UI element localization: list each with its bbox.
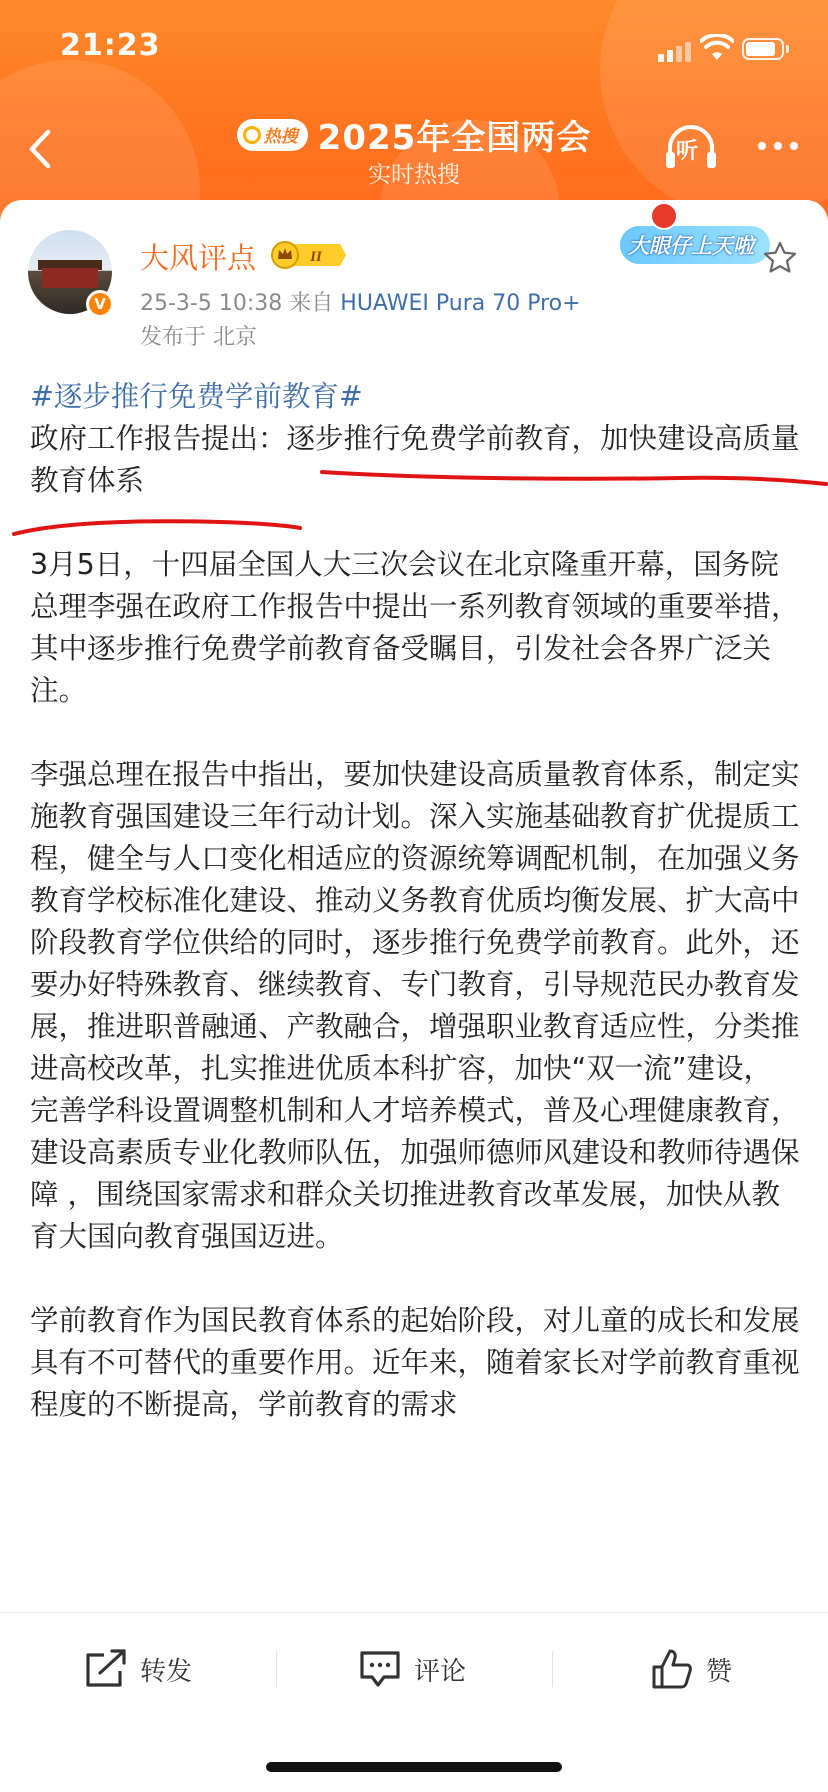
- paragraph-3: 学前教育作为国民教育体系的起始阶段，对儿童的成长和发展具有不可替代的重要作用。近年来，随着家长对学前教育重视程度的不断提高，学前教育的需求: [30, 1304, 800, 1421]
- mascot-banner[interactable]: [620, 200, 770, 272]
- home-indicator: [266, 1762, 562, 1772]
- author-name[interactable]: 大风评点: [140, 241, 257, 275]
- post-location: 发布于 北京: [140, 325, 257, 350]
- cellular-signal-icon: [658, 40, 692, 62]
- page-subtitle: 实时热搜: [368, 162, 460, 188]
- topic-title-row: [237, 110, 592, 159]
- like-button[interactable]: [650, 1613, 732, 1725]
- comment-label: 评论: [414, 1656, 467, 1687]
- post-body: [30, 376, 800, 1426]
- hot-badge-label: 热搜: [263, 127, 298, 147]
- source-prefix: 来自: [289, 291, 334, 316]
- share-out-icon: [84, 1649, 128, 1689]
- status-time: 21:23: [60, 28, 161, 63]
- wifi-icon: [700, 34, 734, 62]
- svg-text:II: II: [310, 249, 322, 265]
- verified-badge: V: [86, 290, 114, 318]
- repost-label: 转发: [140, 1656, 193, 1687]
- favorite-button[interactable]: [762, 240, 798, 276]
- paragraph-2: 李强总理在报告中指出，要加快建设高质量教育体系，制定实施教育强国建设三年行动计划。深入实施基础教育扩优提质工程，健全与人口变化相适应的资源统筹调配机制，在加强义务教育学校标准化建设、推动义务教育优质均衡发展、扩大高中阶段教育学位供给的同时，逐步推行免费学前教育。此外，还要办好特殊教育、继续教育、专门教育，引导规范民办教育发展，推进职普融通、产教融合，增强职业教育适应性，分类推进高校改革，扎实推进优质本科扩容，加快“双一流”建设，完善学科设置调整机制和人才培养模式，普及心理健康教育，建设高素质专业化教师队伍，加强师德师风建设和教师待遇保障 ，围绕国家需求和群众关切推进教育改革发展，加快从教育大国向教育强国迈进。: [30, 758, 800, 1253]
- lead-highlight: 逐步推行免费学前教育，加快建设高质量教育体系: [30, 422, 800, 497]
- paragraph-1: 3月5日，十四届全国人大三次会议在北京隆重开幕，国务院总理李强在政府工作报告中提出一系列教育领域的重要举措，其中逐步推行免费学前教育备受瞩目，引发社会各界广泛关注。: [30, 548, 800, 707]
- repost-button[interactable]: [84, 1613, 192, 1725]
- page-title: 2025年全国两会: [317, 118, 592, 158]
- vip-crown-badge: [270, 240, 346, 270]
- hot-search-badge: [237, 119, 308, 151]
- post-meta: [140, 286, 581, 317]
- listen-label: 听: [676, 139, 699, 164]
- like-label: 赞: [706, 1656, 733, 1687]
- lead-prefix: 政府工作报告提出：: [30, 422, 287, 455]
- mascot-text: 大眼仔上天啦: [628, 234, 754, 258]
- battery-icon: [742, 38, 790, 62]
- thumbs-up-icon: [650, 1647, 694, 1691]
- source-device[interactable]: HUAWEI Pura 70 Pro+: [340, 291, 581, 316]
- hashtag-link[interactable]: #逐步推行免费学前教育#: [30, 380, 363, 413]
- comment-button[interactable]: [358, 1613, 466, 1725]
- flame-icon: [243, 126, 261, 144]
- post-date: 25-3-5 10:38: [140, 291, 283, 316]
- comment-bubble-icon: [358, 1649, 402, 1689]
- mascot-icon: [650, 202, 678, 230]
- listen-button[interactable]: [664, 122, 718, 172]
- action-bar: [0, 1612, 828, 1725]
- post-lead: [30, 376, 800, 502]
- more-options-button[interactable]: [752, 136, 802, 156]
